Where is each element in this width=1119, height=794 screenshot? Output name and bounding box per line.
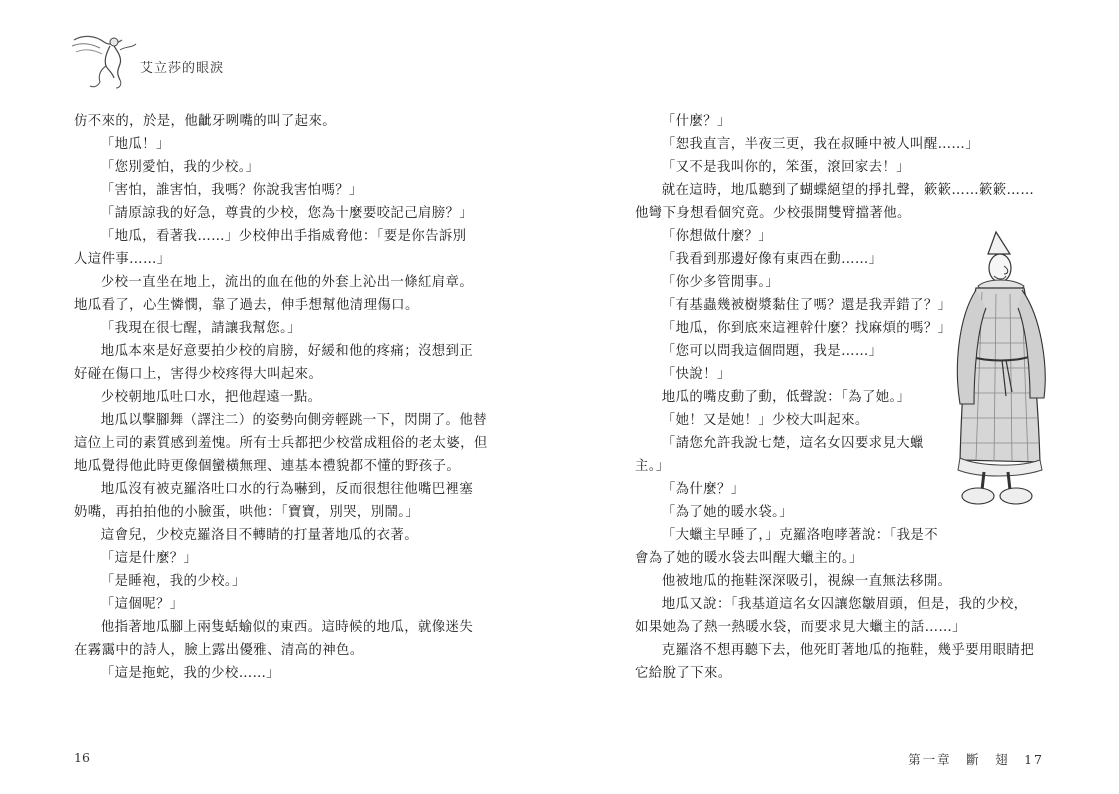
- text-line: 「為什麼？」: [661, 482, 745, 497]
- chapter-footer: 第一章 斷 翅 17: [908, 752, 1044, 767]
- text-line: 「地瓜，你到底來這裡幹什麼？找麻煩的嗎？」: [661, 321, 952, 336]
- book-title: 艾立莎的眼淚: [140, 61, 225, 76]
- text-line: 地瓜覺得他此時更像個蠻橫無理、連基本禮貌都不懂的野孩子。: [74, 459, 461, 474]
- text-line: 「她！又是她！」少校大叫起來。: [661, 413, 869, 428]
- text-line: 地瓜看了，心生憐憫，靠了過去，伸手想幫他清理傷口。: [74, 298, 419, 313]
- text-line: 「是睡袍，我的少校。」: [100, 574, 246, 589]
- text-line: 「請您允許我說七楚，這名女囚要求見大蠟: [661, 436, 924, 451]
- text-line: 他彎下身想看個究竟。少校張開雙臂擋著他。: [635, 206, 911, 221]
- left-page: [0, 0, 559, 794]
- text-line: 克羅洛不想再聽下去，他死盯著地瓜的拖鞋，幾乎要用眼睛把: [661, 643, 1035, 658]
- text-line: 少校朝地瓜吐口水，把他趕遠一點。: [100, 390, 322, 405]
- text-line: 「這是拖蛇，我的少校……」: [100, 666, 281, 681]
- text-line: 他指著地瓜腳上兩隻蛞蝓似的東西。這時候的地瓜，就像迷失: [100, 620, 474, 635]
- text-line: 「這是什麼？」: [100, 551, 198, 566]
- text-line: 就在這時，地瓜聽到了蝴蝶絕望的掙扎聲，簌簌……簌簌……: [661, 183, 1035, 198]
- text-line: 在霧靄中的詩人，臉上露出優雅、清高的神色。: [74, 643, 364, 658]
- text-line: 「害怕，誰害怕，我嗎？你說我害怕嗎？」: [100, 183, 363, 198]
- text-line: 「你少多管閒事。」: [661, 275, 780, 290]
- running-header: [70, 26, 270, 90]
- text-line: 地瓜本來是好意要拍少校的肩膀，好緩和他的疼痛；沒想到正: [100, 344, 474, 359]
- text-line: 這位上司的素質感到羞愧。所有士兵都把少校當成粗俗的老太婆，但: [74, 436, 488, 451]
- man-in-fur-robe-illustration: [948, 228, 1060, 508]
- text-line: 地瓜沒有被克羅洛吐口水的行為嚇到，反而很想往他嘴巴裡塞: [100, 482, 474, 497]
- text-line: 他被地瓜的拖鞋深深吸引，視線一直無法移開。: [661, 574, 952, 589]
- text-line: 它給脫了下來。: [635, 666, 732, 681]
- text-line: 少校一直坐在地上，流出的血在他的外套上沁出一條紅肩章。: [100, 275, 474, 290]
- text-line: 「有基蟲幾被樹漿黏住了嗎？還是我弄錯了？」: [661, 298, 952, 313]
- flying-figure-icon: [70, 26, 140, 90]
- text-line: 「你想做什麼？」: [661, 229, 773, 244]
- text-line: 主。」: [635, 459, 670, 474]
- text-line: 地瓜的嘴皮動了動，低聲說：「為了她。」: [661, 390, 911, 405]
- text-line: 好碰在傷口上，害得少校疼得大叫起來。: [74, 367, 323, 382]
- text-line: 「請原諒我的好急，尊貴的少校，您為十麼要咬記己肩膀？」: [100, 206, 474, 221]
- page-number: 16: [74, 750, 90, 765]
- text-line: 「大蠟主早睡了，」克羅洛咆哮著說：「我是不: [661, 528, 938, 543]
- text-line: 「地瓜，看著我……」少校伸出手指威脅他：「要是你告訴別: [100, 229, 467, 244]
- text-line: 人這件事……」: [74, 252, 171, 267]
- left-page-body: [74, 110, 490, 685]
- text-line: 「地瓜！」: [100, 137, 170, 152]
- text-line: 「您別愛怕，我的少校。」: [100, 160, 260, 175]
- text-line: 如果她為了熱一熱暖水袋，而要求見大蠟主的話……」: [635, 620, 966, 635]
- text-line: 地瓜以擊腳舞（譯注二）的姿勢向側旁輕跳一下，閃開了。他替: [100, 413, 487, 428]
- right-page: [560, 0, 1119, 794]
- text-line: 「為了她的暖水袋。」: [661, 505, 794, 520]
- text-line: 「恕我直言，半夜三更，我在叔睡中被人叫醒……」: [661, 137, 979, 152]
- text-line: 「什麼？」: [661, 114, 731, 129]
- text-line: 會為了她的暖水袋去叫醒大蠟主的。」: [635, 551, 863, 566]
- text-line: 「您可以問我這個問題，我是……」: [661, 344, 883, 359]
- text-line: 「我看到那邊好像有東西在動……」: [661, 252, 883, 267]
- text-line: 「我現在很七醒，請讓我幫您。」: [100, 321, 301, 336]
- text-line: 「又不是我叫你的，笨蛋，滾回家去！」: [661, 160, 911, 175]
- text-line: 奶嘴，再拍拍他的小臉蛋，哄他：「寶寶，別哭，別鬧。」: [74, 505, 420, 520]
- text-line: 「這個呢？」: [100, 597, 184, 612]
- text-line: 仿不來的，於是，他齜牙咧嘴的叫了起來。: [74, 114, 337, 129]
- text-line: 「快說！」: [661, 367, 731, 382]
- text-line: 地瓜又說：「我基道這名女囚讓您皺眉頭，但是，我的少校，: [661, 597, 1028, 612]
- text-line: 這會兒，少校克羅洛目不轉睛的打量著地瓜的衣著。: [100, 528, 418, 543]
